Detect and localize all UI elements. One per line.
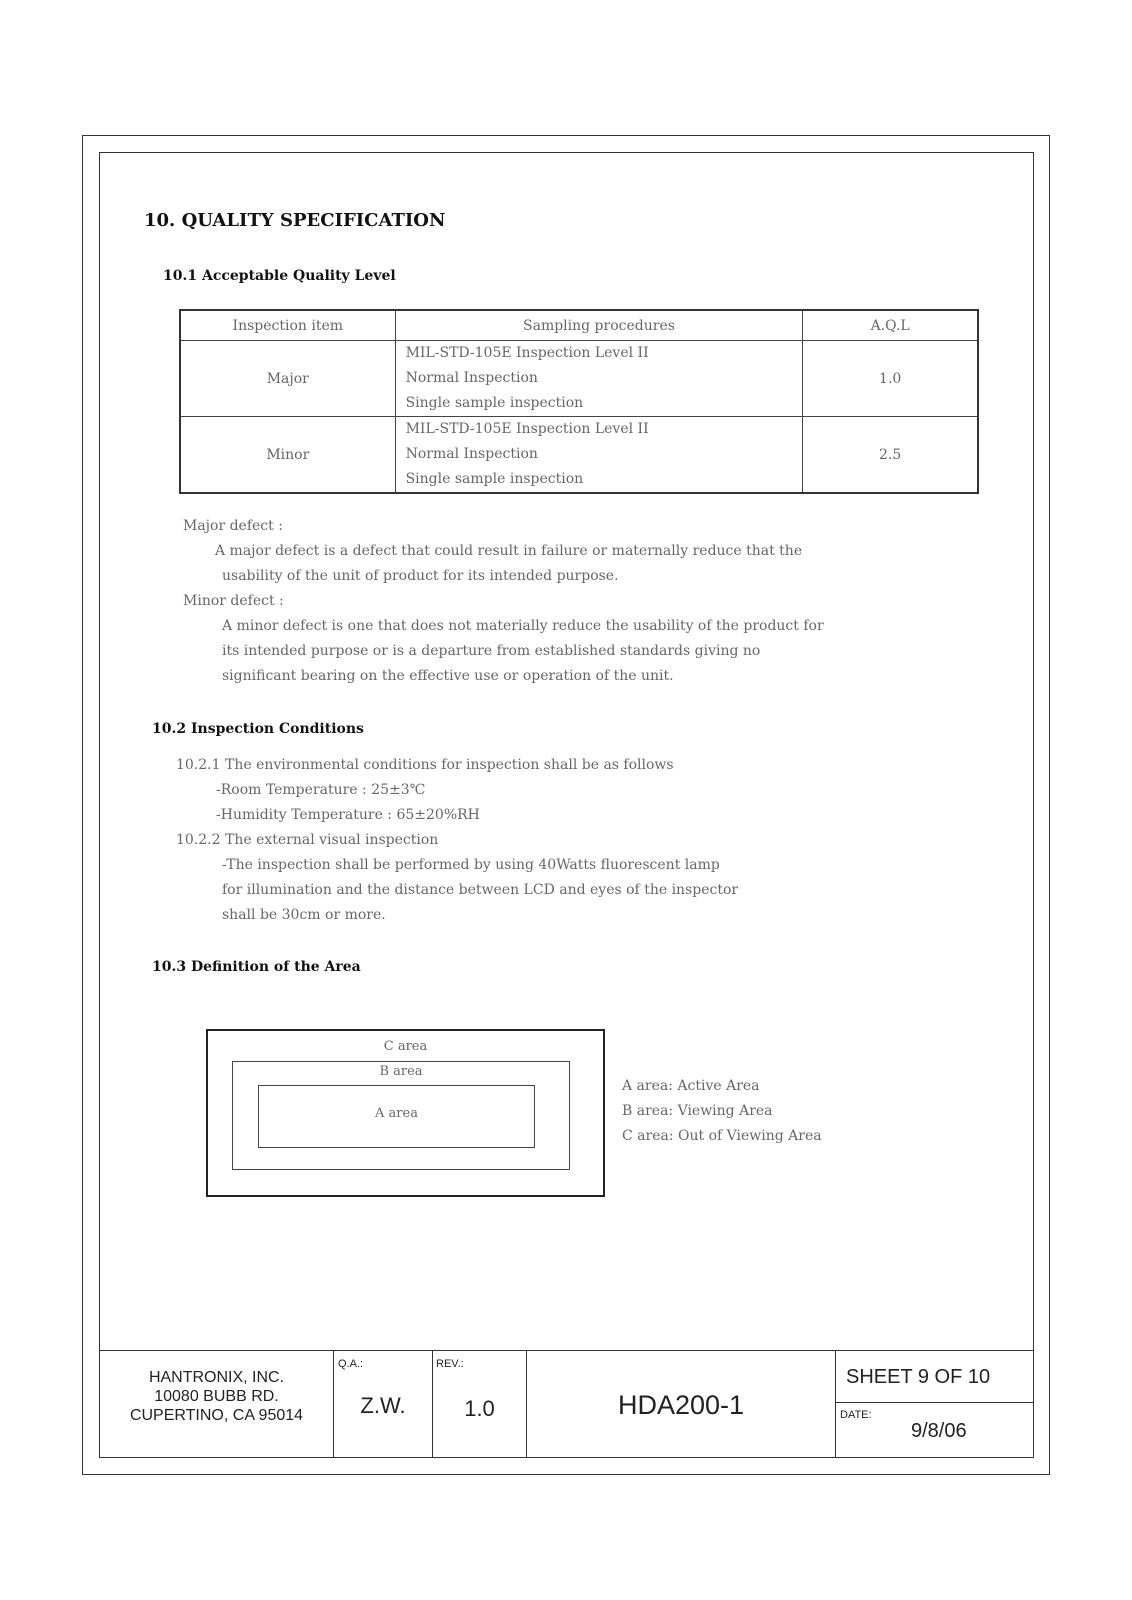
section-10-2-title: 10.2 Inspection Conditions <box>152 721 364 737</box>
company-city: CUPERTINO, CA 95014 <box>129 1407 304 1424</box>
row-minor-item: Minor <box>180 417 395 494</box>
row-major-item: Major <box>180 341 395 417</box>
date-label: DATE: <box>840 1409 872 1421</box>
header-inspection-item: Inspection item <box>180 310 395 341</box>
section-10-2-2-title: 10.2.2 The external visual inspection <box>176 832 439 848</box>
procedure-line: Single sample inspection <box>405 471 584 487</box>
row-major-aql: 1.0 <box>803 341 978 417</box>
row-minor-procedures <box>395 417 803 494</box>
procedure-line: MIL-STD-105E Inspection Level II <box>405 345 649 361</box>
area-a-box <box>258 1085 535 1148</box>
page-heading: 10. QUALITY SPECIFICATION <box>144 210 446 231</box>
minor-defect-line: A minor defect is one that does not materially reduce the usability of the product for <box>222 618 824 634</box>
title-block-divider <box>835 1350 837 1458</box>
row-major-procedures <box>395 341 803 417</box>
area-b-label: B area <box>379 1064 423 1079</box>
row-minor-aql: 2.5 <box>803 417 978 494</box>
procedure-line: Single sample inspection <box>405 395 584 411</box>
header-sampling-procedures: Sampling procedures <box>395 310 803 341</box>
condition-item: -Humidity Temperature : 65±20%RH <box>216 807 480 823</box>
area-legend-item: B area: Viewing Area <box>622 1103 773 1119</box>
inspection-line: -The inspection shall be performed by using 40Watts fluorescent lamp <box>222 857 720 873</box>
procedure-line: MIL-STD-105E Inspection Level II <box>405 421 649 437</box>
table-row <box>180 417 978 494</box>
company-address: 10080 BUBB RD. <box>154 1388 279 1405</box>
procedure-line: Normal Inspection <box>405 446 538 462</box>
header-aql: A.Q.L <box>803 310 978 341</box>
date-value: 9/8/06 <box>911 1420 967 1442</box>
rev-label: REV.: <box>436 1358 464 1370</box>
inspection-line: for illumination and the distance between LCD and eyes of the inspector <box>222 882 739 898</box>
section-10-2-1-title: 10.2.1 The environmental conditions for inspection shall be as follows <box>176 757 674 773</box>
major-defect-line: usability of the unit of product for its intended purpose. <box>222 568 619 584</box>
minor-defect-label: Minor defect : <box>183 593 284 609</box>
area-legend-item: C area: Out of Viewing Area <box>622 1128 822 1144</box>
qa-value: Z.W. <box>360 1393 406 1418</box>
major-defect-label: Major defect : <box>183 518 283 534</box>
major-defect-line: A major defect is a defect that could result in failure or maternally reduce that the <box>215 543 803 559</box>
inspection-line: shall be 30cm or more. <box>222 907 386 923</box>
table-row <box>180 341 978 417</box>
table-header-row <box>180 310 978 341</box>
company-block <box>100 1368 333 1425</box>
area-a-label: A area <box>375 1106 418 1121</box>
minor-defect-line: its intended purpose or is a departure from established standards giving no <box>222 643 761 659</box>
part-number: HDA200-1 <box>617 1390 745 1420</box>
company-name: HANTRONIX, INC. <box>148 1369 285 1386</box>
procedure-line: Normal Inspection <box>405 370 538 386</box>
aql-table <box>179 309 979 494</box>
title-block-divider <box>835 1402 1034 1404</box>
area-legend-item: A area: Active Area <box>622 1078 760 1094</box>
condition-item: -Room Temperature : 25±3℃ <box>216 782 426 798</box>
qa-label: Q.A.: <box>338 1358 364 1370</box>
area-c-label: C area <box>383 1039 428 1054</box>
section-10-1-title: 10.1 Acceptable Quality Level <box>163 268 396 284</box>
section-10-3-title: 10.3 Definition of the Area <box>152 959 361 975</box>
minor-defect-line: significant bearing on the effective use or operation of the unit. <box>222 668 674 684</box>
sheet-number: SHEET 9 OF 10 <box>846 1366 991 1388</box>
rev-value: 1.0 <box>464 1396 495 1421</box>
title-block-top-border <box>99 1350 1034 1352</box>
